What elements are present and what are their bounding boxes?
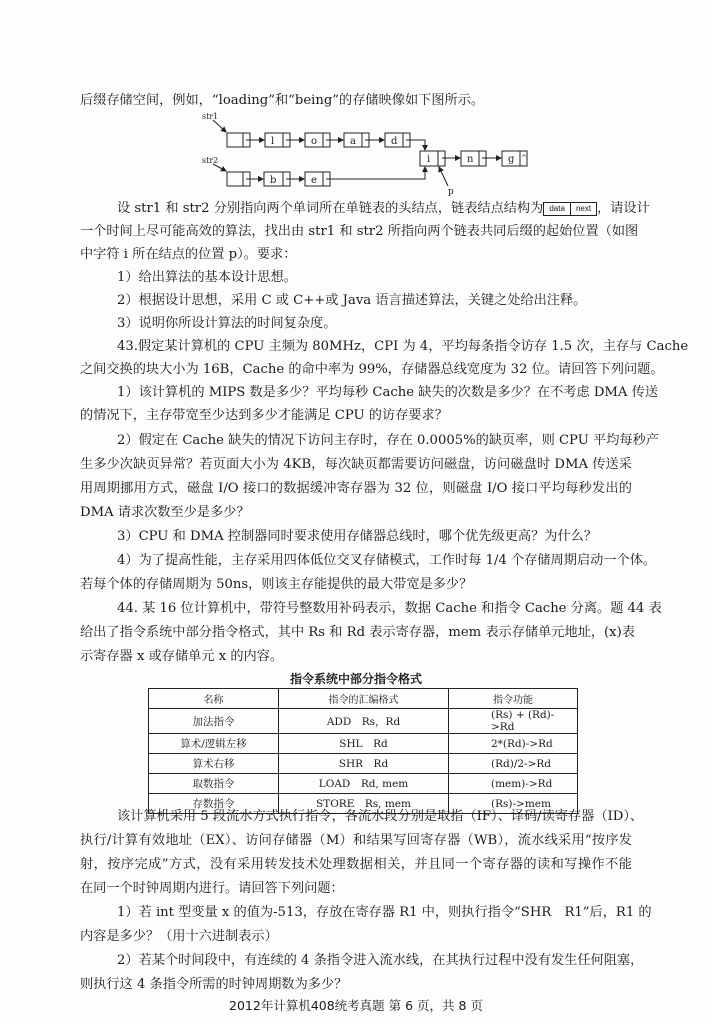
q42-line: 中字符 i 所在结点的位置 p）。要求： [80,247,297,262]
intro-line: 后缀存储空间，例如，“loading”和“being”的存储映像如下图所示。 [80,93,485,108]
q42-item: 3）说明你所设计算法的时间复杂度。 [117,316,337,331]
instr-name: 取数指令 [149,774,279,794]
q43-line: 1）该计算机的 MIPS 数是多少？平均每秒 Cache 缺失的次数是多少？在不考虑 DMA 传送 [117,385,659,400]
instr-function: 2*(Rd)->Rd [449,734,578,754]
instruction-format-table [148,688,578,814]
q42-line: 一个时间上尽可能高效的算法，找出由 str1 和 str2 所指向两个链表共同后缀的起始位置（如图 [80,224,639,239]
header-name: 名称 [149,689,279,709]
q43-line: 的情况下，主存带宽至少达到多少才能满足 CPU 的访存要求？ [80,408,448,423]
str2-label: str2 [202,156,219,165]
instr-asm: STORE Rs, mem [279,794,449,814]
node-char: g [508,154,515,165]
node-char: d [391,136,398,147]
instr-asm: ADD Rs，Rd [279,709,449,734]
q44-line: 给出了指令系统中部分指令格式，其中 Rs 和 Rd 表示寄存器，mem 表示存储单元地址，(x)表 [80,625,635,640]
q44-after-line: 该计算机采用 5 段流水方式执行指令，各流水段分别是取指（IF）、译码/读寄存器（ID）、 [117,809,644,824]
q42-text: 设 str1 和 str2 分别指向两个单词所在单链表的头结点，链表结点结构为 [117,201,544,216]
node-char: o [311,136,318,147]
instr-asm: SHL Rd [279,734,449,754]
q43-line: 43.假定某计算机的 CPU 主频为 80MHz，CPI 为 4，平均每条指令访存 1.5 次，主存与 Cache [117,339,689,354]
header-asm-format: 指令的汇编格式 [279,689,449,709]
node-char: e [311,175,317,186]
table-row [149,734,578,754]
q44-after-line: 2）若某个时间段中，有连续的 4 条指令进入流水线，在其执行过程中没有发生任何阻塞， [117,953,644,968]
instr-function: (Rs)->mem [449,794,578,814]
q44-after-line: 内容是多少？（用十六进制表示） [80,929,278,944]
node-structure-box [543,202,597,216]
node-char: b [270,175,277,186]
null-mark: ^ [521,154,527,162]
node-data-field: data [549,203,565,213]
instr-function: (Rd)/2->Rd [449,754,578,774]
q44-after-line: 则执行这 4 条指令所需的时钟周期数为多少？ [80,977,348,992]
q44-line: 示寄存器 x 或存储单元 x 的内容。 [80,649,284,664]
linked-list-diagram [180,108,540,200]
table-header-row [149,689,578,709]
q44-after-line: 执行/计算有效地址（EX）、访问存储器（M）和结果写回寄存器（WB），流水线采用“按序发 [80,833,632,848]
instr-name: 加法指令 [149,709,279,734]
table-row [149,754,578,774]
q43-line: 若每个体的存储周期为 50ns，则该主存能提供的最大带宽是多少？ [80,577,473,592]
q44-after-line: 1）若 int 型变量 x 的值为-513，存放在寄存器 R1 中，则执行指令“SHR R1”后，R1 的 [117,905,652,920]
instr-asm: SHR Rd [279,754,449,774]
q44-after-line: 射，按序完成”方式，没有采用转发技术处理数据相关，并且同一个寄存器的读和写操作不能 [80,857,632,872]
instr-name: 存数指令 [149,794,279,814]
header-function: 指令功能 [449,689,578,709]
q42-text: ，请设计 [597,201,650,216]
q42-item: 2）根据设计思想，采用 C 或 C++或 Java 语言描述算法，关键之处给出注释。 [117,293,587,308]
q42-item: 1）给出算法的基本设计思想。 [117,270,297,285]
q42-line-1 [117,200,650,218]
table-title: 指令系统中部分指令格式 [289,672,422,686]
q43-line: 生多少次缺页异常？若页面大小为 4KB，每次缺页都需要访问磁盘，访问磁盘时 DMA 传送采 [80,457,632,472]
q43-line: 3）CPU 和 DMA 控制器同时要求使用存储器总线时，哪个优先级更高？为什么？ [117,529,598,544]
p-label: p [448,187,454,197]
instr-function: (Rs) + (Rd)->Rd [449,709,578,734]
q44-after-line: 在同一个时钟周期内进行。请回答下列问题： [80,881,344,896]
q44-line: 44. 某 16 位计算机中，带符号整数用补码表示，数据 Cache 和指令 Cache 分离。题 44 表 [117,601,662,616]
q43-line: DMA 请求次数至少是多少？ [80,505,250,520]
instr-name: 算术右移 [149,754,279,774]
instr-asm: LOAD Rd, mem [279,774,449,794]
str1-label: str1 [202,112,219,121]
table-row [149,774,578,794]
node-char: n [467,154,474,165]
table-row [149,709,578,734]
q43-line: 2）假定在 Cache 缺失的情况下访问主存时，存在 0.0005%的缺页率，则 CPU 平均每秒产 [117,433,659,448]
page-footer: 2012年计算机408统考真题 第 6 页，共 8 页 [229,998,483,1013]
q43-line: 4）为了提高性能，主存采用四体低位交叉存储模式，工作时每 1/4 个存储周期启动一个体。 [117,553,657,568]
instr-name: 算术/逻辑左移 [149,734,279,754]
instr-function: (mem)->Rd [449,774,578,794]
node-char: l [271,136,275,147]
q43-line: 用周期挪用方式，磁盘 I/O 接口的数据缓冲寄存器为 32 位，则磁盘 I/O 接口平均每秒发出的 [80,481,632,496]
node-char: i [427,154,431,165]
q43-line: 之间交换的块大小为 16B，Cache 的命中率为 99%，存储器总线宽度为 32 位。请回答下列问题。 [80,362,664,377]
node-char: a [350,136,356,147]
node-next-field: next [570,203,596,215]
